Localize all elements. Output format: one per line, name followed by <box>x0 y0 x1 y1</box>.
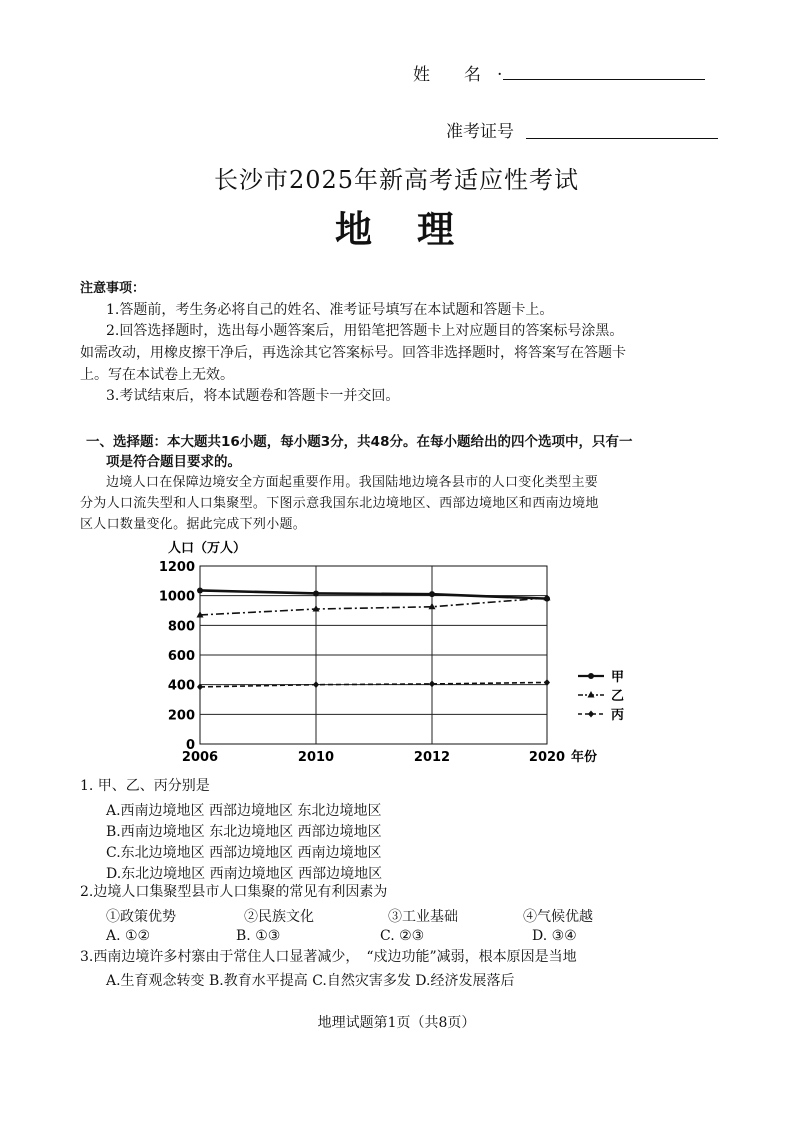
intro-line: 边境人口在保障边境安全方面起重要作用。我国陆地边境各县市的人口变化类型主要 <box>106 475 599 490</box>
q2-factor: ④气候优越 <box>523 909 593 925</box>
series-line-1 <box>200 590 547 598</box>
y-tick-label: 800 <box>167 619 195 635</box>
id-field[interactable] <box>526 120 718 139</box>
y-tick-label: 600 <box>167 649 195 664</box>
intro-line: 分为人口流失型和人口集聚型。下图示意我国东北边境地区、西部边境地区和西南边境地 <box>80 496 599 511</box>
data-point <box>544 594 551 601</box>
notes-item: 3.考试结束后，将本试题卷和答题卡一并交回。 <box>106 388 400 404</box>
section-heading-cont: 项是符合题目要求的。 <box>106 454 241 470</box>
notes-item: 2.回答选择题时，选出每小题答案后，用铅笔把答题卡上对应题目的答案标号涂黑。 <box>106 323 624 339</box>
q2-option-c[interactable]: C. ②③ <box>380 928 425 944</box>
id-label: 准考证号 <box>446 122 514 142</box>
subject-title: 地 理 <box>335 208 458 251</box>
q2-option-b[interactable]: B. ①③ <box>236 928 281 944</box>
series-line-2 <box>200 598 547 615</box>
q2-factor: ②民族文化 <box>244 909 314 925</box>
name-label: 姓 名 <box>413 65 481 85</box>
q1-option-d[interactable]: D.东北边境地区 西南边境地区 西部边境地区 <box>106 866 383 882</box>
section-heading: 一、选择题：本大题共16小题，每小题3分，共48分。在每小题给出的四个选项中，只有一 <box>86 434 633 450</box>
legend-marker <box>588 691 595 698</box>
x-tick-label: 2010 <box>297 750 335 765</box>
q2-factor: ③工业基础 <box>388 909 458 925</box>
data-point <box>429 680 435 687</box>
x-tick-label: 2012 <box>413 750 451 765</box>
data-point <box>197 587 203 593</box>
q2-option-a[interactable]: A. ①② <box>106 928 151 944</box>
name-field[interactable] <box>503 62 705 80</box>
page-footer: 地理试题第1页（共8页） <box>317 1015 476 1031</box>
chart-series <box>197 587 551 690</box>
legend-marker <box>588 673 594 679</box>
x-tick-label: 2020 <box>528 750 566 765</box>
chart-legend <box>578 670 624 723</box>
chart-xlabel: 年份 <box>571 750 598 765</box>
q2-stem: 2.边境人口集聚型县市人口集聚的常见有利因素为 <box>80 884 388 900</box>
q2-factor: ①政策优势 <box>106 909 176 925</box>
data-point <box>197 611 204 618</box>
chart-ylabel: 人口（万人） <box>168 541 247 556</box>
legend-label: 乙 <box>611 689 625 704</box>
q3-stem: 3.西南边境许多村寨由于常住人口显著减少， “戍边功能”减弱，根本原因是当地 <box>80 949 577 965</box>
y-tick-label: 0 <box>185 738 195 753</box>
q1-option-a[interactable]: A.西南边境地区 西部边境地区 东北边境地区 <box>106 803 382 819</box>
legend-label: 甲 <box>611 670 625 685</box>
data-point <box>429 603 436 610</box>
data-point <box>544 596 550 602</box>
q2-option-d[interactable]: D. ③④ <box>532 928 577 944</box>
chart-frame <box>200 566 547 744</box>
data-point <box>197 683 203 690</box>
chart-grid <box>200 566 547 744</box>
q1-option-c[interactable]: C.东北边境地区 西部边境地区 西南边境地区 <box>106 845 382 861</box>
exam-title: 长沙市2025年新高考适应性考试 <box>213 166 580 194</box>
y-tick-label: 200 <box>167 708 195 724</box>
y-tick-label: 400 <box>167 678 195 694</box>
q3-options[interactable]: A.生育观念转变 B.教育水平提高 C.自然灾害多发 D.经济发展落后 <box>106 973 515 989</box>
data-point <box>429 591 435 597</box>
data-point <box>313 590 319 596</box>
q1-option-b[interactable]: B.西南边境地区 东北边境地区 西部边境地区 <box>106 824 382 840</box>
data-point <box>544 679 550 686</box>
series-line-3 <box>200 682 547 686</box>
name-label-dot: . <box>497 60 503 80</box>
data-point <box>313 605 320 612</box>
x-tick-label: 2006 <box>181 750 219 765</box>
intro-line: 区人口数量变化。据此完成下列小题。 <box>80 517 307 532</box>
q1-stem: 1. 甲、乙、丙分别是 <box>80 778 210 794</box>
y-tick-label: 1000 <box>158 589 195 605</box>
notes-item: 如需改动，用橡皮擦干净后，再选涂其它答案标号。回答非选择题时，将答案写在答题卡 <box>80 345 626 361</box>
data-point <box>313 681 319 688</box>
chart-yticks <box>159 560 195 753</box>
y-tick-label: 1200 <box>158 560 195 575</box>
legend-label: 丙 <box>611 708 625 723</box>
legend-marker <box>588 711 594 718</box>
chart-xticks <box>182 750 565 765</box>
notes-item: 1.答题前，考生务必将自己的姓名、准考证号填写在本试题和答题卡上。 <box>106 302 554 318</box>
notes-item: 上。写在本试卷上无效。 <box>80 367 234 383</box>
notes-heading: 注意事项： <box>80 281 146 296</box>
